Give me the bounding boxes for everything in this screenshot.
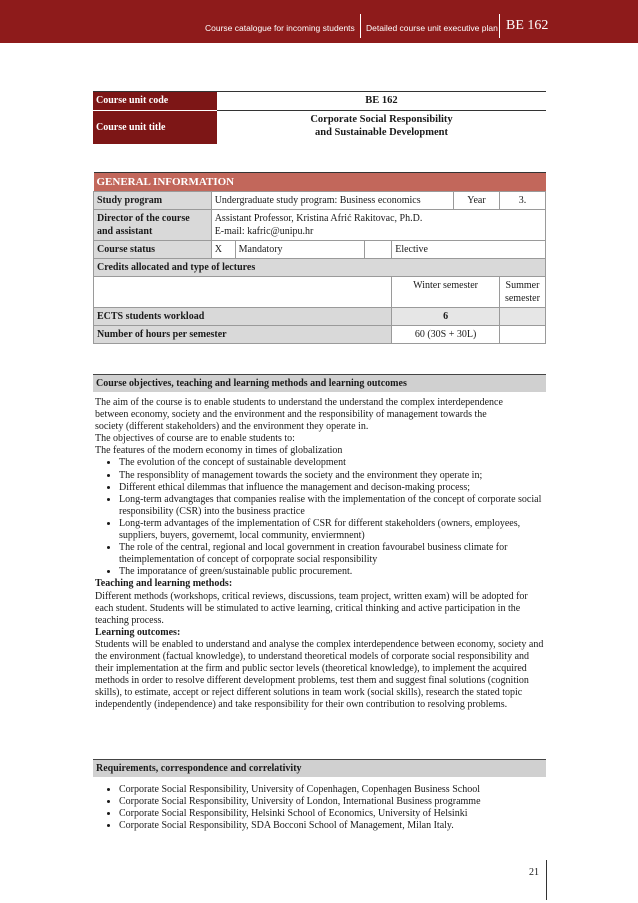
director-value (211, 210, 545, 241)
summer-semester-label (499, 277, 545, 308)
winter-semester-label: Winter semester (392, 277, 500, 308)
mandatory-label: Mandatory (235, 241, 365, 259)
ects-summer (499, 308, 545, 326)
header-catalogue: Course catalogue for incoming students (205, 23, 355, 33)
teaching-text: Different methods (workshops, critical reviews, discussions, team project, written exam) will be adopted for each student. Students will be stimulated to active learning, critical thinking and active participation in the teaching process. (95, 590, 528, 626)
outcomes-title: Learning outcomes: (95, 626, 181, 638)
requirements-header: Requirements, correspondence and correlativity (93, 759, 546, 777)
course-title-line: and Sustainable Development (314, 127, 449, 139)
director-label-line: Director of the course (97, 213, 190, 225)
course-title-label: Course unit title (93, 110, 217, 144)
page-number: 21 (529, 867, 539, 878)
general-info-table (93, 172, 546, 344)
course-id-table (93, 91, 546, 144)
list-item: • Long-term advangtages that companies realise with the implementation of the concept of corporate social responsibility (CSR) into the business practice (119, 494, 547, 518)
course-status-label: Course status (94, 241, 212, 259)
ects-label: ECTS students workload (94, 308, 392, 326)
course-code-value: BE 162 (217, 92, 546, 111)
director-email: E-mail: kafric@unipu.hr (214, 226, 314, 238)
intro-line: The aim of the course is to enable students to understand the understand the complex interdependence (95, 397, 503, 408)
list-item: • Corporate Social Responsibility, University of London, International Business programme (119, 796, 547, 808)
page-header (0, 0, 638, 43)
requirements-body (95, 784, 547, 832)
objectives-body (95, 397, 547, 711)
list-item: • The role of the central, regional and local government in creation favourabel business climate for theimplementation of concept of corpoprate social responsibility (119, 542, 547, 566)
ects-value: 6 (392, 308, 500, 326)
outcomes-text: Students will be enabled to understand and analyse the complex interdependence between economy, society and the environment (factual knowledge), to understand theoretical models of corporate social responsibility and their implementation at the firm and public sector levels (theoretical knowledge), to implement the acquired methods in order to resolve different development problems, test them and suggest final solutions (cognition skills), to estimate, accept or reject different solutions in team work (social skills), research the stated topic independently (independence) and take responsibility for their own contribution to resolving problems. (95, 638, 544, 711)
study-program-value: Undergraduate study program: Business economics (211, 192, 453, 210)
elective-label: Elective (392, 241, 546, 259)
summer-line: Summer (505, 280, 540, 292)
header-separator (499, 14, 500, 38)
director-label (94, 210, 212, 241)
list-item: • Corporate Social Responsibility, Helsinki School of Economics, University of Helsinki (119, 808, 547, 820)
list-item: • The imporatance of green/sustainable public procurement. (119, 566, 547, 578)
credits-spacer (94, 277, 392, 308)
general-info-header: GENERAL INFORMATION (94, 173, 546, 192)
header-plan: Detailed course unit executive plan (366, 23, 498, 33)
year-label: Year (454, 192, 500, 210)
list-item: • Long-term advantages of the implementation of CSR for different stakeholders (owners, employees, suppliers, buyers, governemt, local community, enviermnent) (119, 518, 547, 542)
footer-divider (546, 860, 547, 900)
list-item: • The evolution of the concept of sustainable development (119, 457, 547, 469)
teaching-title: Teaching and learning methods: (95, 578, 233, 590)
credits-label: Credits allocated and type of lectures (94, 259, 546, 277)
mandatory-checkbox: X (211, 241, 235, 259)
year-value: 3. (499, 192, 545, 210)
hours-value: 60 (30S + 30L) (392, 326, 500, 344)
list-item: • Corporate Social Responsibility, SDA Bocconi School of Management, Milan Italy. (119, 820, 547, 832)
study-program-label: Study program (94, 192, 212, 210)
list-item: • Corporate Social Responsibility, University of Copenhagen, Copenhagen Business School (119, 784, 547, 796)
list-item: • The responsiblity of management towards the society and the environment they operate in; (119, 470, 547, 482)
course-code-label: Course unit code (93, 92, 217, 111)
course-title-value (217, 110, 546, 144)
intro-line: between economy, society and the environment and the responsibility of management towards the (95, 409, 487, 421)
director-label-line: and assistant (97, 226, 153, 238)
requirements-list (95, 784, 547, 832)
summer-line: semester (504, 293, 540, 305)
course-title-line: Corporate Social Responsibility (310, 113, 453, 125)
hours-label: Number of hours per semester (94, 326, 392, 344)
intro-line: The objectives of course are to enable students to: (95, 433, 295, 445)
header-separator (360, 14, 361, 38)
objectives-header: Course objectives, teaching and learning methods and learning outcomes (93, 374, 546, 392)
header-code: BE 162 (506, 18, 549, 33)
intro-line: The features of the modern economy in times of globalization (95, 445, 343, 457)
elective-checkbox (365, 241, 392, 259)
hours-summer (499, 326, 545, 344)
intro-line: society (different stakeholders) and the environment they operate in. (95, 421, 369, 433)
director-name: Assistant Professor, Kristina Afrić Rakitovac, Ph.D. (214, 213, 423, 225)
list-item: • Different ethical dilemmas that influence the management and decison-making process; (119, 482, 547, 494)
objectives-list (95, 457, 547, 578)
